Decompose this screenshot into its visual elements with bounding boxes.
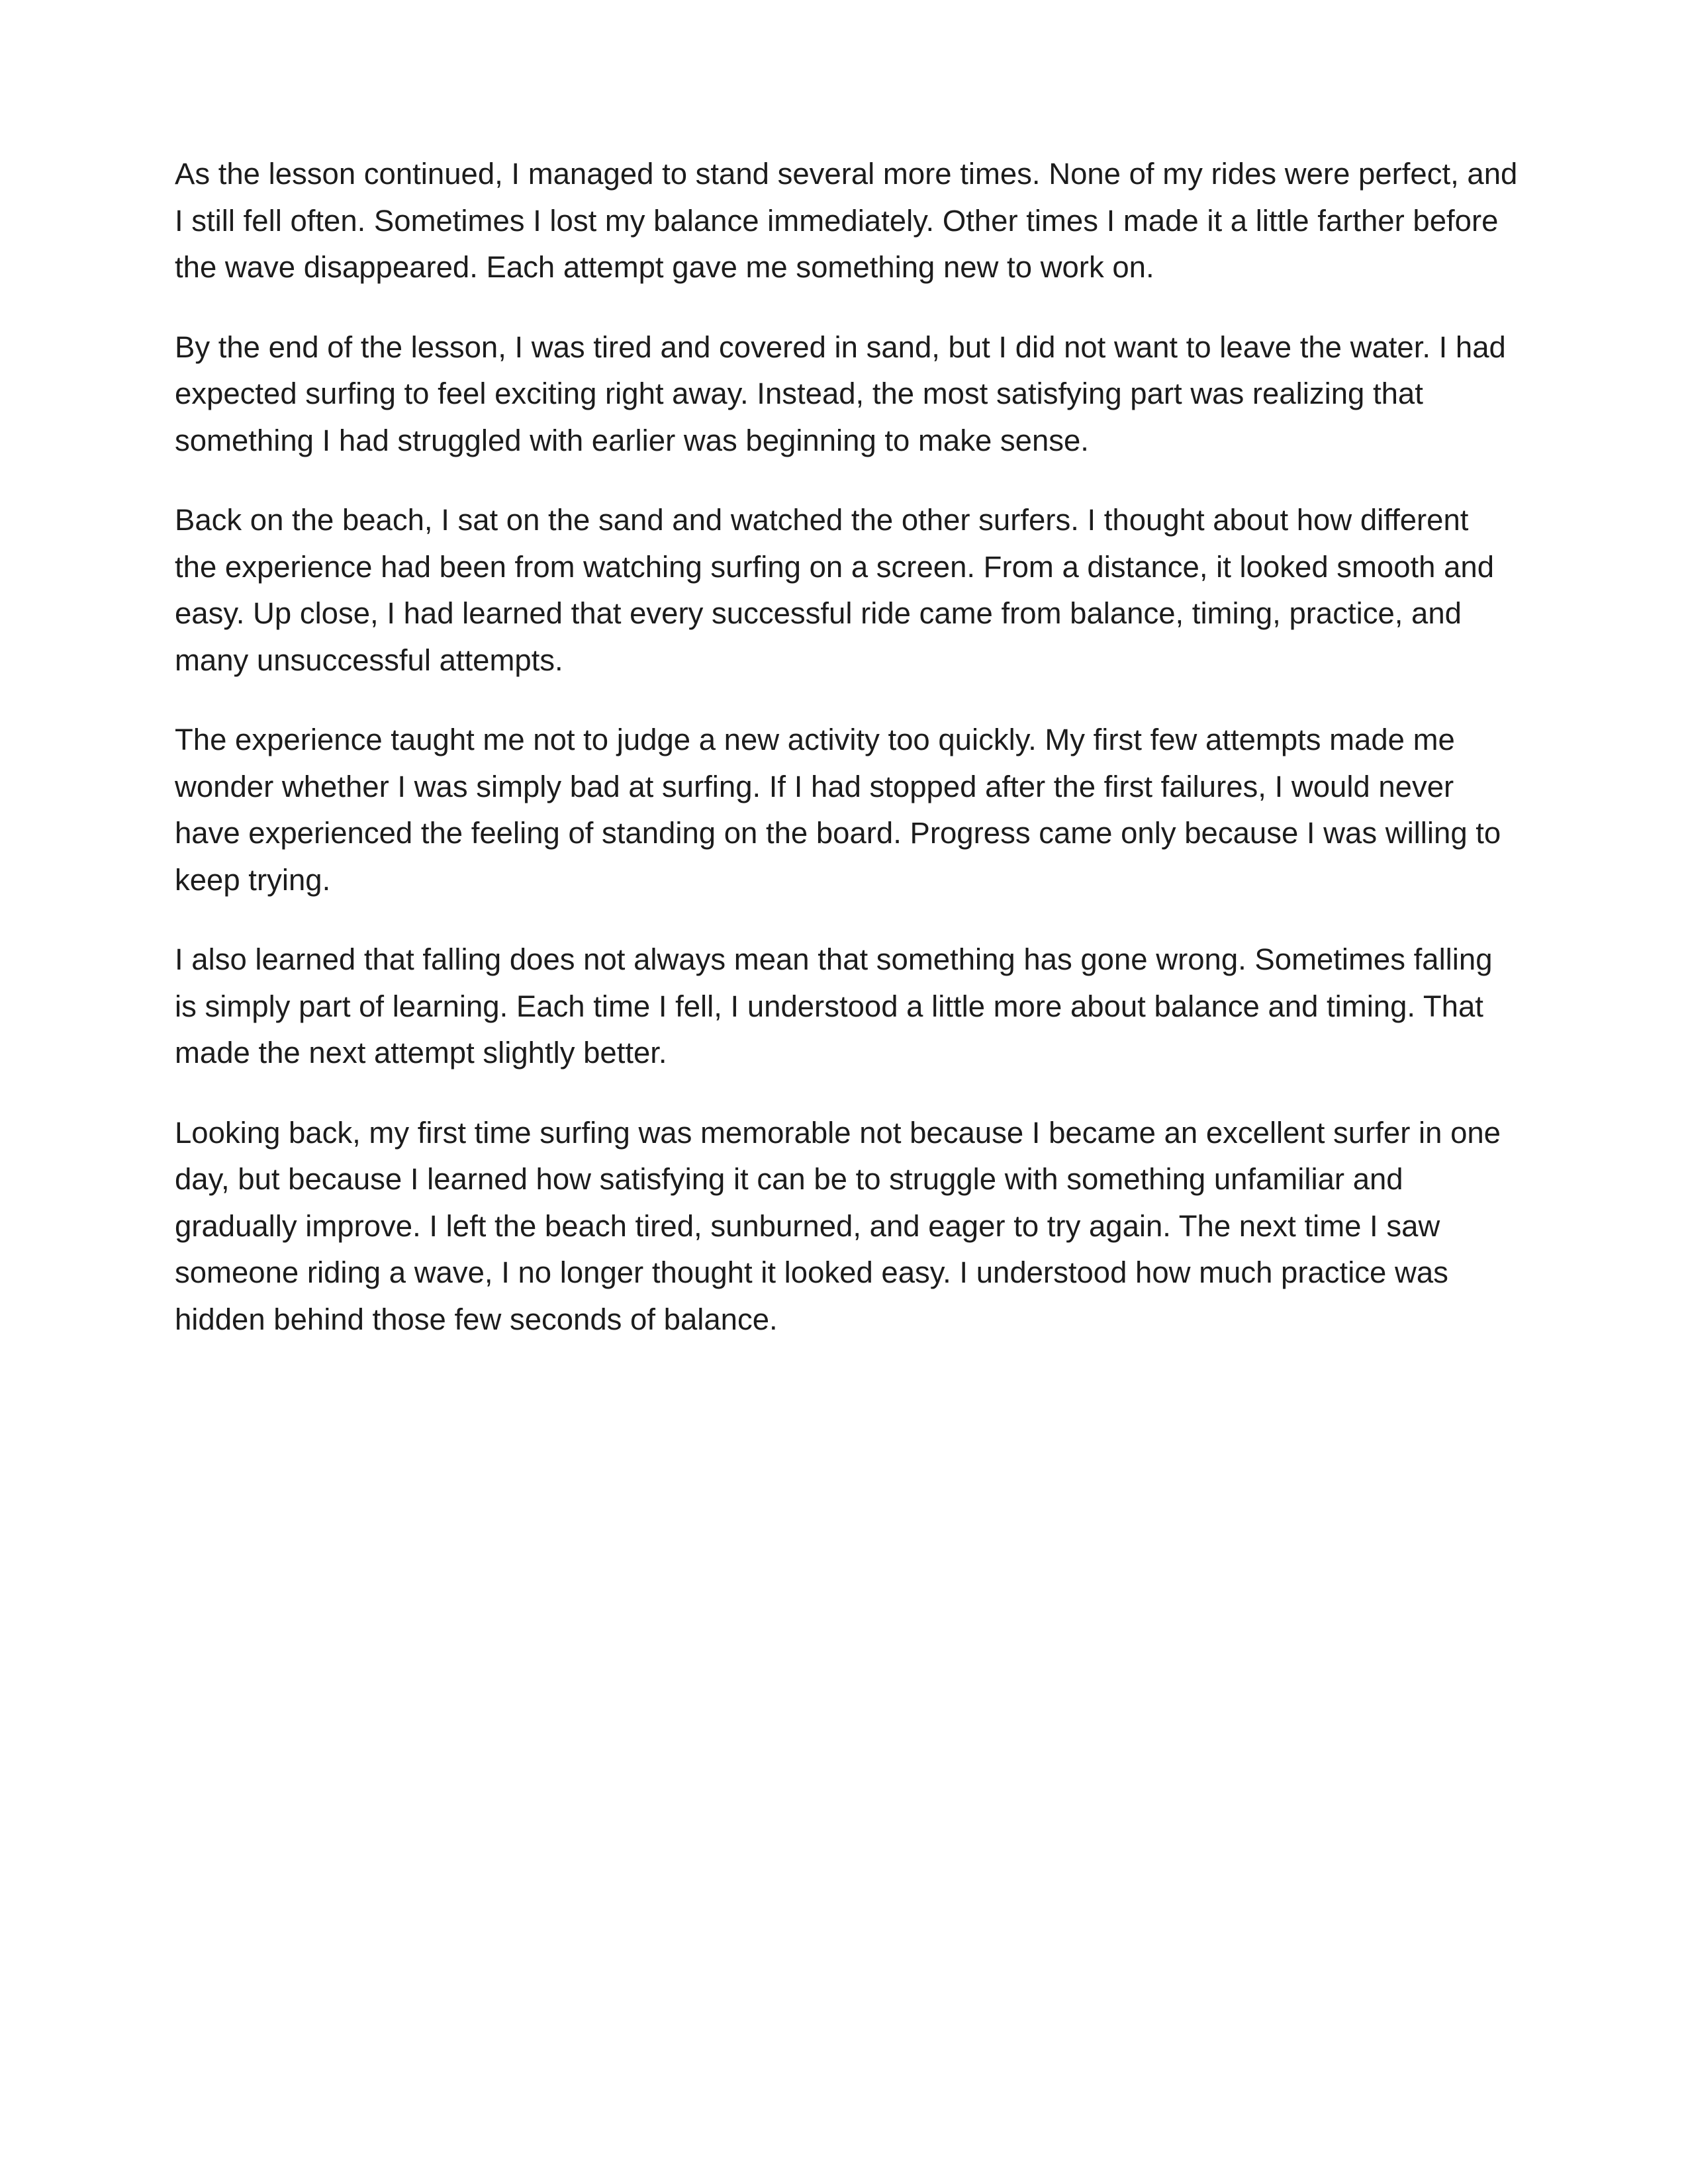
document-page [175,151,1519,1376]
paragraph-5: I also learned that falling does not always mean that something has gone wrong. Sometimes falling is simply part of learning. Each time I fell, I understood a little more about balance and timing. That made the next attempt slightly better. [175,942,1493,1069]
paragraph-3: Back on the beach, I sat on the sand and watched the other surfers. I thought about how different the experience had been from watching surfing on a screen. From a distance, it looked smooth and easy. Up close, I had learned that every successful ride came from balance, timing, practice, and many unsuccessful attempts. [175,503,1495,677]
paragraph-1: As the lesson continued, I managed to stand several more times. None of my rides were perfect, and I still fell often. Sometimes I lost my balance immediately. Other times I made it a little farther before the wave disappeared. Each attempt gave me something new to work on. [175,157,1518,284]
paragraph-2: By the end of the lesson, I was tired and covered in sand, but I did not want to leave the water. I had expected surfing to feel exciting right away. Instead, the most satisfying part was realizing that something I had struggled with earlier was beginning to make sense. [175,330,1506,457]
paragraph-4: The experience taught me not to judge a new activity too quickly. My first few attempts made me wonder whether I was simply bad at surfing. If I had stopped after the first failures, I would never have experienced the feeling of standing on the board. Progress came only because I was willing to keep trying. [175,723,1501,897]
paragraph-6: Looking back, my first time surfing was memorable not because I became an excellent surfer in one day, but because I learned how satisfying it can be to struggle with something unfamiliar and gradually improve. I left the beach tired, sunburned, and eager to try again. The next time I saw someone riding a wave, I no longer thought it looked easy. I understood how much practice was hidden behind those few seconds of balance. [175,1115,1501,1336]
